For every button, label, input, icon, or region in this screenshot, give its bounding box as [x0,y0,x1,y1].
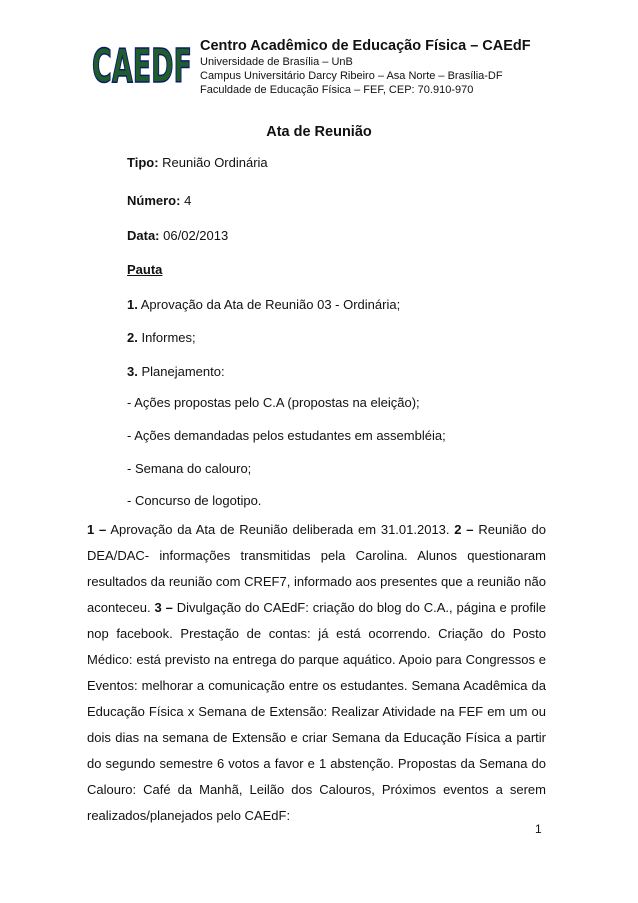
organization-name: Centro Acadêmico de Educação Física – CAEdF [200,38,531,54]
body-item-text: Divulgação do CAEdF: criação do blog do C.A., página e profile nop facebook. Prestação de contas: já está ocorrendo. Criação do Posto Médico: está previsto na entrega do parque aquático. Apoio para Congressos e Eventos: melhorar a comunicação entre os estudantes. Semana Acadêmica da Educação Física x Semana de Extensão: Realizar Atividade na FEF em um ou dois dias na semana de Extensão e criar Semana da Educação Física a partir do segundo semestre 6 votos a favor e 1 abstenção. Propostas da Semana do Calouro: Café da Manhã, Leilão dos Calouros, Próximos eventos a serem realizados/planejados pelo CAEdF: [87,600,547,823]
page-number: 1 [535,822,542,836]
body-item-number: 2 – [454,522,474,537]
body-item-text: Aprovação da Ata de Reunião deliberada em 31.01.2013. [106,522,455,537]
numero-row [127,193,191,209]
pauta-item [127,364,225,380]
planning-item: - Semana do calouro; [127,461,252,476]
planning-item: - Ações propostas pelo C.A (propostas na eleição); [127,395,420,410]
pauta-item-text: Aprovação da Ata de Reunião 03 - Ordinária; [140,297,401,312]
pauta-label: Pauta [127,262,163,277]
logo-text: CAEDF [92,39,192,88]
pauta-item-text: Planejamento: [141,364,225,379]
university-line: Universidade de Brasília – UnB [200,56,353,68]
tipo-row [127,155,268,171]
data-row [127,228,228,244]
pauta-item [127,330,196,346]
minutes-paragraph [87,517,546,829]
minutes-body [87,517,546,829]
data-value: 06/02/2013 [163,228,229,243]
planning-item: - Concurso de logotipo. [127,493,262,508]
numero-value: 4 [184,193,192,208]
faculty-line: Faculdade de Educação Física – FEF, CEP: 70.910-970 [200,84,474,96]
planning-item: - Ações demandadas pelos estudantes em assembléia; [127,428,446,443]
pauta-item-number: 1. [127,297,138,312]
pauta-item-text: Informes; [141,330,196,345]
body-item-number: 1 – [87,522,107,537]
data-label: Data: [127,228,160,243]
numero-label: Número: [127,193,181,208]
body-item-text: Reunião do DEA/DAC- informações transmitidas pela Carolina. Alunos questionaram resultados da reunião com CREF7, informado aos presentes que a reunião não aconteceu. [87,522,546,615]
campus-line: Campus Universitário Darcy Ribeiro – Asa Norte – Brasília-DF [200,70,503,82]
pauta-item [127,297,400,313]
body-item-number: 3 – [154,600,173,615]
letterhead [200,38,531,97]
document-title: Ata de Reunião [266,124,372,140]
pauta-item-number: 3. [127,364,138,379]
tipo-value: Reunião Ordinária [162,155,268,170]
caedf-logo [90,36,194,88]
tipo-label: Tipo: [127,155,159,170]
pauta-item-number: 2. [127,330,138,345]
pauta-heading [127,262,162,278]
